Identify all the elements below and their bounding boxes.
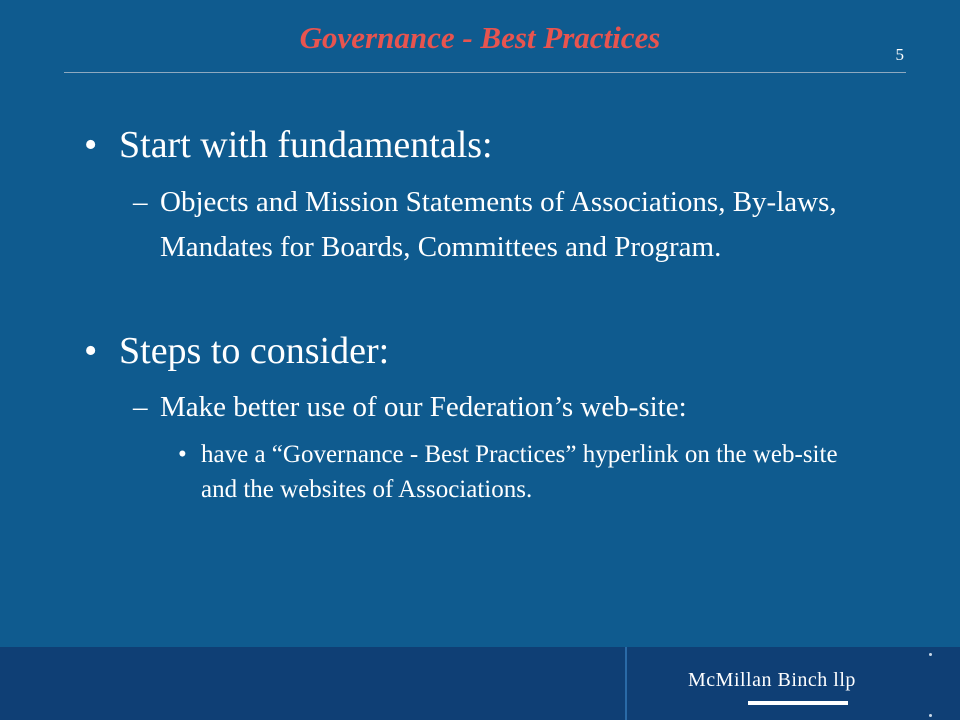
bullet-icon: • <box>84 330 98 372</box>
small-bullet-icon: • <box>178 441 187 468</box>
page-number: 5 <box>895 45 904 64</box>
slide-title: Governance - Best Practices <box>299 20 661 55</box>
footer-divider <box>625 647 627 720</box>
brand-underline <box>748 701 848 705</box>
title-divider <box>64 72 906 73</box>
brand-logo: McMillan Binch llp <box>688 669 856 691</box>
decorative-dot-bottom <box>929 714 932 717</box>
decorative-dot-top <box>929 653 932 656</box>
bullet-text: Steps to consider: <box>119 330 390 372</box>
nested-bullet-text: have a “Governance - Best Practices” hyperlink on the web-site and the websites of Associations. <box>201 441 838 503</box>
dash-icon: – <box>133 186 148 218</box>
dash-icon: – <box>133 391 148 423</box>
sub-item-text: Objects and Mission Statements of Associations, By-laws, Mandates for Boards, Committees and Program. <box>160 186 837 263</box>
sub-item-text: Make better use of our Federation’s web-site: <box>160 391 687 423</box>
bullet-icon: • <box>84 124 98 166</box>
bullet-text: Start with fundamentals: <box>119 124 493 166</box>
